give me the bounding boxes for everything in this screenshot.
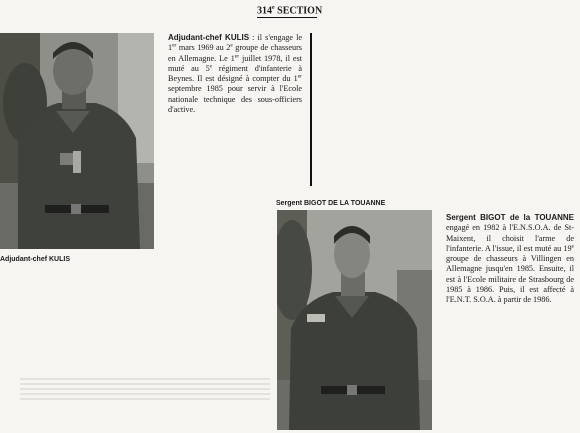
biography-bigot: Sergent BIGOT de la TOUANNE engagé en 1982 à l'E.N.S.O.A. de St-Maixent, il choisit l'arme de l'infanterie. A l'issue, il est muté au 19e groupe de chasseurs à Villingen en Allemagne jusqu'en 1985. Ensuite, il est à l'Ecole militaire de Strasbourg de 1985 à 1986. Puis, il est affecté à l'E.N.T. S.O.A. à partir de 1986. bbox=[446, 213, 574, 305]
portrait-photo-bigot bbox=[277, 210, 432, 430]
portrait-illustration bbox=[277, 210, 432, 430]
section-word: SECTION bbox=[277, 5, 323, 17]
vertical-divider bbox=[310, 33, 312, 186]
section-title bbox=[257, 5, 323, 18]
bio-name: Sergent BIGOT de la TOUANNE bbox=[446, 213, 574, 222]
bio-name: Adjudant-chef KULIS bbox=[168, 33, 250, 42]
faint-bleedthrough-text bbox=[20, 378, 270, 400]
section-ordinal-suffix: e bbox=[272, 5, 275, 11]
biography-kulis: Adjudant-chef KULIS : il s'engage le 1er mars 1969 au 2e groupe de chasseurs en Allemagne. Le 1er juillet 1978, il est muté au 5e régiment d'infanterie à Beynes. Il est désigné à compter du 1er septembre 1985 pour servir à l'Ecole nationale technique des sous-officiers d'active. bbox=[168, 33, 302, 115]
portrait-illustration bbox=[0, 33, 154, 249]
section-number: 314 bbox=[257, 5, 272, 17]
portrait-photo-kulis bbox=[0, 33, 154, 249]
photo-caption-kulis: Adjudant-chef KULIS bbox=[0, 256, 70, 263]
photo-caption-bigot: Sergent BIGOT DE LA TOUANNE bbox=[276, 200, 386, 207]
